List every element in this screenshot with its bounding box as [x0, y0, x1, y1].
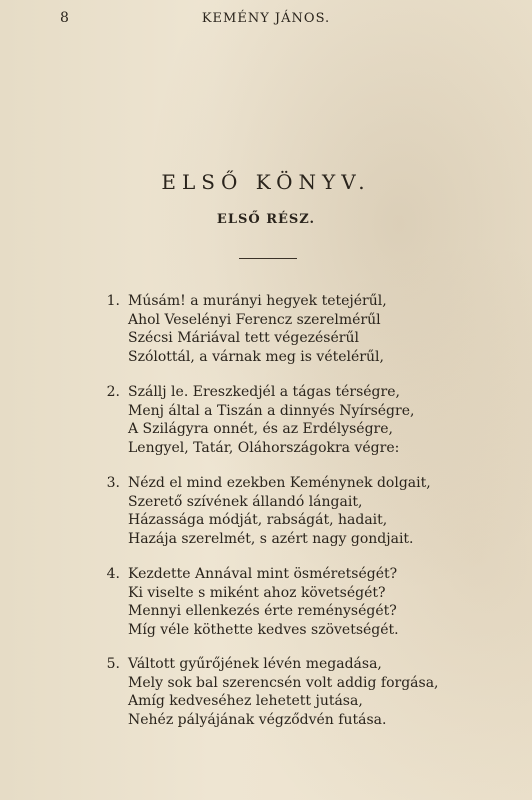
verse-line: Kezdette Annával mint ösméretségét?: [128, 566, 398, 582]
verse-line: Mely sok bal szerencsén volt addig forgása,: [128, 674, 439, 691]
verse-line: Szólottál, a várnak meg is vételérűl,: [128, 348, 384, 365]
stanza-lines: [128, 383, 498, 457]
verse-line: Menj által a Tiszán a dinnyés Nyírségre,: [128, 402, 415, 419]
stanza-number: 4.: [106, 566, 120, 582]
section-title: ELSŐ RÉSZ.: [216, 212, 316, 227]
stanza-number: 3.: [106, 475, 120, 491]
verse-line: Mennyi ellenkezés érte reménységét?: [128, 603, 397, 619]
stanza-lines: [128, 565, 498, 639]
verse-line: Szállj le. Ereszkedjél a tágas térségre,: [128, 384, 400, 400]
verse-line: Nézd el mind ezekben Keménynek dolgait,: [128, 475, 431, 491]
page-number: 8: [60, 10, 69, 26]
stanza-number: 2.: [106, 384, 120, 400]
verse-line: Músám! a murányi hegyek tetejérűl,: [128, 293, 387, 309]
verse-line: Házassága módját, rabságát, hadait,: [128, 512, 388, 528]
stanza-lines: [128, 292, 498, 366]
page-header: [0, 10, 532, 30]
verse-line: Ki viselte s miként ahoz követségét?: [128, 584, 386, 601]
stanza-number: 1.: [106, 293, 120, 309]
stanza-number: 5.: [106, 656, 120, 672]
verse-line: Lengyel, Tatár, Oláhországokra végre:: [128, 439, 400, 456]
verse-line: Míg véle köthette kedves szövetségét.: [128, 621, 399, 638]
verse-line: Szerető szívének állandó lángait,: [128, 493, 363, 510]
verse-line: Nehéz pályájának végződvén futása.: [128, 711, 387, 728]
book-title: ELSŐ KÖNYV.: [161, 170, 371, 194]
stanza-lines: [128, 655, 498, 729]
stanza-lines: [128, 474, 498, 548]
verse-line: Szécsi Máriával tett végezésérűl: [128, 330, 359, 346]
verse-line: Amíg kedveséhez lehetett jutása,: [128, 693, 363, 709]
verse-line: Ahol Veselényi Ferencz szerelmérűl: [128, 311, 381, 328]
running-head: KEMÉNY JÁNOS.: [201, 11, 331, 26]
verse-line: Hazája szerelmét, s azért nagy gondjait.: [128, 530, 414, 547]
verse-line: A Szilágyra onnét, és az Erdélységre,: [128, 421, 393, 437]
divider-rule: [239, 258, 297, 259]
verse-line: Váltott gyűrőjének lévén megadása,: [128, 656, 382, 672]
